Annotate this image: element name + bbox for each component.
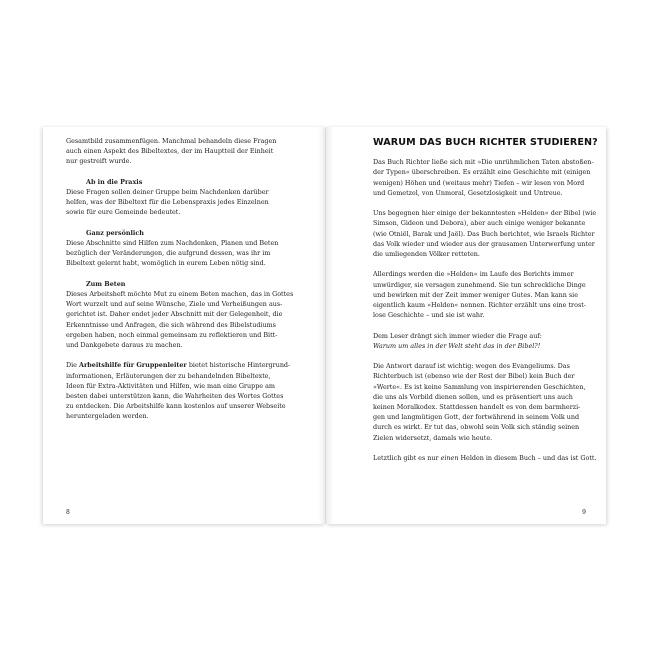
paragraph-line: Simson, Gideon und Debora), aber auch einige weniger bekannte — [373, 219, 586, 228]
paragraph-line: lose Geschichte – und sie ist wahr. — [373, 311, 485, 320]
paragraph-line: keinen Moralkodex. Stattdessen handelt es von dem barmherzi- — [373, 403, 581, 412]
paragraph-line: die umliegenden Völker retteten. — [373, 250, 480, 259]
paragraph-line: »Werte«. Es ist keine Sammlung von inspirierenden Geschichten, — [373, 382, 586, 391]
closing-before: Letztlich gibt es nur — [373, 454, 441, 463]
leader-line: informationen, Erläuterungen der zu behandelnden Bibeltexte, — [66, 371, 271, 380]
paragraph-line: die uns als Vorbild dienen sollen, und es präsentiert uns auch — [373, 392, 573, 401]
paragraph-line: und Gemetzel, von Unmoral, Gesetzlosigkeit und Untreue. — [373, 188, 563, 197]
practice-line: helfen, was der Bibeltext für die Lebenspraxis jedes Einzelnen — [66, 198, 269, 207]
paragraph-line: Dem Leser drängt sich immer wieder die Frage auf: — [373, 331, 542, 340]
question-text: Warum um alles in der Welt steht das in der Bibel?! — [373, 341, 541, 350]
leader-bold: Arbeitshilfe für Gruppenleiter — [78, 361, 187, 370]
prayer-line: und Dankgebete daraus zu machen. — [66, 341, 183, 350]
personal-line: Diese Abschnitte sind Hilfen zum Nachdenken, Planen und Beten — [66, 239, 279, 247]
personal-title: Ganz persönlich — [86, 228, 144, 237]
right-page-content — [373, 138, 597, 463]
paragraph-line: Uns begegnen hier einige der bekanntesten »Helden« der Bibel (wie — [373, 209, 597, 218]
closing-after: Helden in diesem Buch – und das ist Gott. — [458, 454, 597, 463]
paragraph-line: Die Antwort darauf ist wichtig: wegen des Evangeliums. Das — [373, 362, 570, 371]
prayer-title: Zum Beten — [86, 279, 126, 288]
prayer-line: Dieses Arbeitsheft möchte Mut zu einem Beten machen, das in Gottes — [66, 290, 294, 298]
prayer-line: Erkenntnisse und Anfragen, die sich während des Bibelstudiums — [66, 320, 276, 329]
paragraph-line: Allerdings werden die »Helden« im Laufe des Berichts immer — [373, 270, 574, 279]
question-line — [373, 341, 597, 351]
paragraph-line: unwürdiger, sie versagen zunehmend. Sie tun schreckliche Dinge — [373, 280, 586, 289]
practice-line: Diese Fragen sollen deiner Gruppe beim Nachdenken darüber — [66, 188, 269, 196]
page-heading: WARUM DAS BUCH RICHTER STUDIEREN? — [373, 137, 598, 148]
right-page — [326, 127, 606, 524]
personal-line: Bibeltext gelernt habt, womöglich in eurem Leben nötig sind. — [66, 259, 266, 268]
closing-line — [373, 453, 597, 463]
left-page-content — [66, 136, 306, 422]
personal-line: bezüglich der Veränderungen, die aufgrund dessen, was ihr im — [66, 249, 271, 258]
intro-line: Gesamtbild zusammenfügen. Manchmal behandeln diese Fragen — [66, 137, 277, 145]
leader-line: heruntergeladen werden. — [66, 412, 149, 421]
closing-italic: einen — [440, 454, 459, 463]
paragraph-line: (wie Otniël, Barak und Jaël). Das Buch berichtet, wie Israels Richter — [373, 229, 595, 238]
leader-prefix: Die — [66, 361, 79, 370]
paragraph-line: eigentlich kaum »Helden« nennen. Richter erzählt uns eine trost- — [373, 301, 586, 310]
practice-title: Ab in die Praxis — [86, 177, 143, 186]
page-number-left: 8 — [66, 509, 70, 516]
paragraph-line: das Volk wieder und wieder aus der grausamen Unterwerfung unter — [373, 239, 595, 248]
paragraph-line: durch es wirkt. Er tut das, obwohl sein Volk sich ständig seinen — [373, 423, 580, 432]
paragraph-line: gen und langmütigen Gott, der fortwährend in seinem Volk und — [373, 413, 580, 422]
practice-line: sowie für eure Gemeinde bedeutet. — [66, 208, 181, 217]
leader-line: zu entdecken. Die Arbeitshilfe kann kostenlos auf unserer Webseite — [66, 402, 286, 411]
page-number-right: 9 — [582, 509, 586, 516]
paragraph-line: der Typen« überschreiben. Es erzählt eine Geschichte mit (einigen — [373, 168, 591, 177]
leader-line: besten dabei unterstützen kann, die Wahrheiten des Wortes Gottes — [66, 392, 284, 401]
intro-line: auch einen Aspekt des Bibeltextes, der im Hauptteil der Einheit — [66, 147, 274, 156]
leader-first-rest: bietet historische Hintergrund- — [186, 361, 291, 370]
paragraph-line: wenigen) Höhen und (weitaus mehr) Tiefen – wir lesen von Mord — [373, 178, 585, 187]
prayer-line: gerichtet ist. Daher endet jeder Abschnitt mit der Gelegenheit, die — [66, 310, 283, 319]
prayer-line: Wort wurzelt und auf seine Wünsche, Ziele und Verheißungen aus- — [66, 300, 283, 309]
prayer-line: ergeben haben, noch einmal gemeinsam zu reflektieren und Bitt- — [66, 330, 278, 339]
paragraph-line: Zielen widersetzt, damals wie heute. — [373, 433, 493, 442]
paragraph-line: und bewirken mit der Zeit immer weniger Gutes. Man kann sie — [373, 290, 578, 299]
intro-line: nur gestreift wurde. — [66, 157, 132, 166]
paragraph-line: Richterbuch ist (ebenso wie der Rest der Bibel) kein Buch der — [373, 372, 575, 381]
left-page — [43, 127, 325, 524]
leader-line: Ideen für Extra-Aktivitäten und Hilfen, wie man eine Gruppe am — [66, 381, 275, 390]
leader-line — [66, 360, 306, 370]
paragraph-line: Das Buch Richter ließe sich mit »Die unrühmlichen Taten abstoßen- — [373, 158, 594, 167]
